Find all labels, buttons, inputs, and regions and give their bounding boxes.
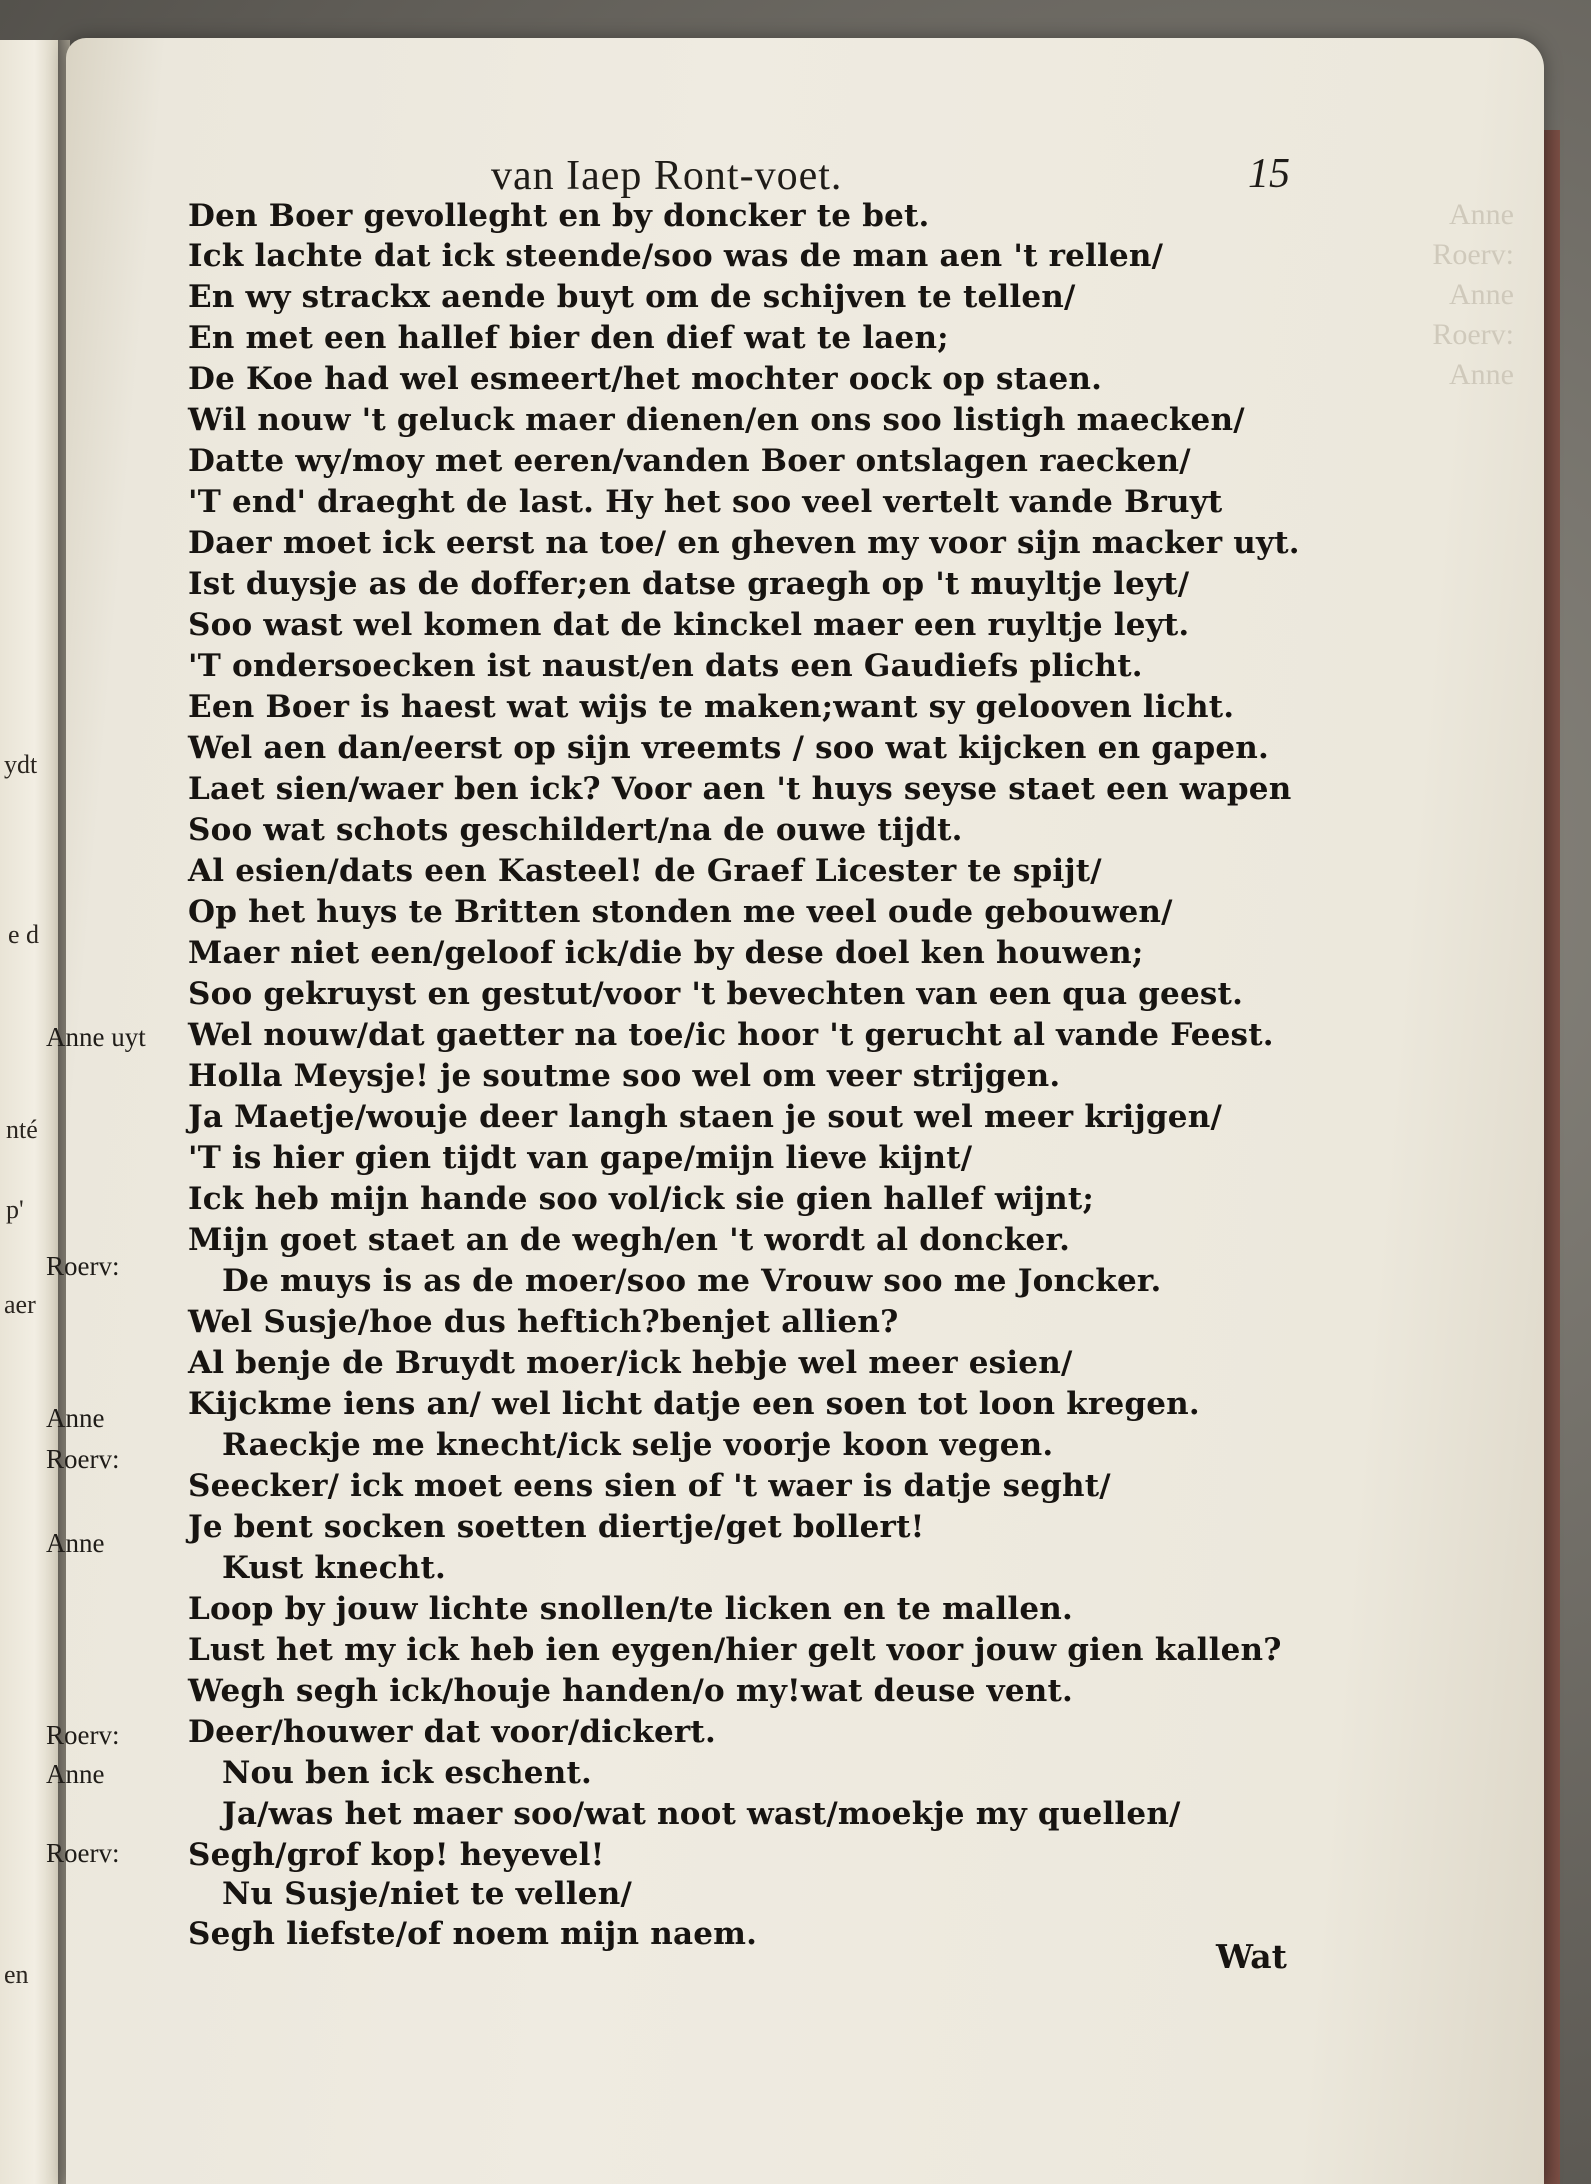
verse-line: Een Boer is haest wat wijs te maken;want sy gelooven licht. <box>188 689 1235 725</box>
speaker-label: Anne uyt <box>46 1022 146 1052</box>
verse-line: Soo wat schots geschildert/na de ouwe tijdt. <box>188 812 963 848</box>
verse-line: Lust het my ick heb ien eygen/hier gelt voor jouw gien kallen? <box>188 1632 1282 1668</box>
verse-line: Deer/houwer dat voor/dickert. <box>188 1714 716 1750</box>
speaker-label: Roerv: <box>46 1720 120 1750</box>
verse-line: Je bent socken soetten diertje/get bollert! <box>188 1509 925 1545</box>
verse-line: De muys is as de moer/soo me Vrouw soo me Joncker. <box>222 1263 1162 1299</box>
verse-line: Al benje de Bruydt moer/ick hebje wel meer esien/ <box>188 1345 1073 1381</box>
verse-line: Ick heb mijn hande soo vol/ick sie gien hallef wijnt; <box>188 1181 1095 1217</box>
verse-line: Wel Susje/hoe dus heftich?benjet allien? <box>188 1304 899 1340</box>
verse-line: 'T ondersoecken ist naust/en dats een Gaudiefs plicht. <box>188 648 1143 684</box>
verse-line: Seecker/ ick moet eens sien of 't waer is datje seght/ <box>188 1468 1111 1504</box>
verse-line: En wy strackx aende buyt om de schijven te tellen/ <box>188 279 1076 315</box>
verse-line: Wel aen dan/eerst op sijn vreemts / soo wat kijcken en gapen. <box>188 730 1269 766</box>
verse-line: Wegh segh ick/houje handen/o my!wat deuse vent. <box>188 1673 1074 1709</box>
verse-line: Segh/grof kop! heyevel! <box>188 1837 605 1873</box>
verse-line: Ja Maetje/wouje deer langh staen je sout wel meer krijgen/ <box>188 1099 1222 1135</box>
show-through-text: Roerv: <box>1432 318 1514 351</box>
speaker-label: Roerv: <box>46 1838 120 1868</box>
speaker-label: Anne <box>46 1403 105 1433</box>
verse-line: Nou ben ick eschent. <box>222 1755 592 1791</box>
left-page-fragment: p' <box>6 1195 24 1224</box>
verse-line: Raeckje me knecht/ick selje voorje koon vegen. <box>222 1427 1054 1463</box>
catchword: Wat <box>1216 1937 1287 1976</box>
verse-line: Kust knecht. <box>222 1550 447 1586</box>
verse-line: Soo gekruyst en gestut/voor 't bevechten van een qua geest. <box>188 976 1244 1012</box>
left-page-fragment: en <box>4 1960 29 1989</box>
verse-line: Wil nouw 't geluck maer dienen/en ons soo listigh maecken/ <box>188 402 1245 438</box>
verse-line: Ja/was het maer soo/wat noot wast/moekje my quellen/ <box>222 1796 1181 1832</box>
verse-line: En met een hallef bier den dief wat te laen; <box>188 320 949 356</box>
verse-line: Segh liefste/of noem mijn naem. <box>188 1916 758 1952</box>
verse-line: Wel nouw/dat gaetter na toe/ic hoor 't gerucht al vande Feest. <box>188 1017 1274 1053</box>
verse-line: Laet sien/waer ben ick? Voor aen 't huys seyse staet een wapen <box>188 771 1292 807</box>
verse-line: Soo wast wel komen dat de kinckel maer een ruyltje leyt. <box>188 607 1190 643</box>
verse-line: Mijn goet staet an de wegh/en 't wordt al doncker. <box>188 1222 1071 1258</box>
speaker-label: Roerv: <box>46 1444 120 1474</box>
running-head: van Iaep Ront-voet. <box>491 153 843 199</box>
show-through-text: Anne <box>1449 358 1514 391</box>
verse-line: 'T is hier gien tijdt van gape/mijn lieve kijnt/ <box>188 1140 973 1176</box>
verse-line: Kijckme iens an/ wel licht datje een soen tot loon kregen. <box>188 1386 1200 1422</box>
verse-line: Datte wy/moy met eeren/vanden Boer ontslagen raecken/ <box>188 443 1191 479</box>
verse-line: Den Boer gevolleght en by doncker te bet. <box>188 198 930 234</box>
verse-line: 'T end' draeght de last. Hy het soo veel vertelt vande Bruyt <box>188 484 1223 520</box>
verse-line: Maer niet een/geloof ick/die by dese doel ken houwen; <box>188 935 1144 971</box>
left-page-fragment: nté <box>6 1115 38 1144</box>
verse-line: Op het huys te Britten stonden me veel oude gebouwen/ <box>188 894 1173 930</box>
verse-line: Daer moet ick eerst na toe/ en gheven my voor sijn macker uyt. <box>188 525 1300 561</box>
show-through-text: Anne <box>1449 198 1514 231</box>
page-number: 15 <box>1248 151 1290 197</box>
verse-line: Holla Meysje! je soutme soo wel om veer strijgen. <box>188 1058 1061 1094</box>
left-page-fragment: e d <box>8 920 40 949</box>
left-page-fragment: ydt <box>4 750 38 779</box>
verse-line: Nu Susje/niet te vellen/ <box>222 1876 632 1912</box>
show-through-text: Anne <box>1449 278 1514 311</box>
left-page-fragment: aer <box>4 1290 36 1319</box>
speaker-label: Roerv: <box>46 1251 120 1281</box>
speaker-label: Anne <box>46 1759 105 1789</box>
verse-line: Ist duysje as de doffer;en datse graegh op 't muyltje leyt/ <box>188 566 1190 602</box>
show-through-text: Roerv: <box>1432 238 1514 271</box>
verse-line: Al esien/dats een Kasteel! de Graef Licester te spijt/ <box>188 853 1102 889</box>
verse-line: Loop by jouw lichte snollen/te licken en te mallen. <box>188 1591 1073 1627</box>
verse-line: De Koe had wel esmeert/het mochter oock op staen. <box>188 361 1103 397</box>
speaker-label: Anne <box>46 1528 105 1558</box>
verse-line: Ick lachte dat ick steende/soo was de man aen 't rellen/ <box>188 238 1164 274</box>
